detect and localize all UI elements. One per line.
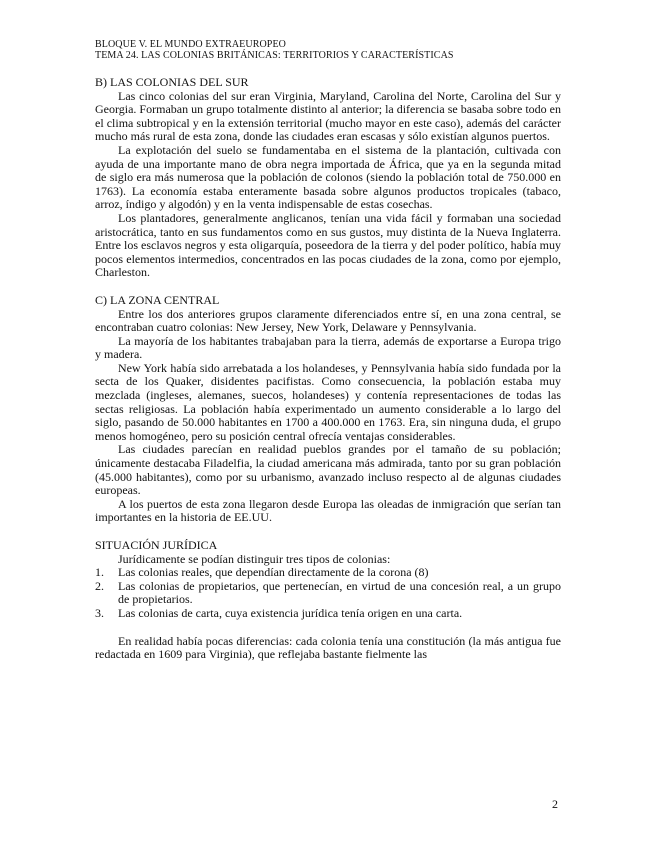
header-block-title: BLOQUE V. EL MUNDO EXTRAEUROPEO — [95, 39, 286, 50]
section-heading-juridica: SITUACIÓN JURÍDICA — [95, 538, 218, 552]
section-heading-central: C) LA ZONA CENTRAL — [95, 292, 220, 307]
paragraph: New York había sido arrebatada a los holandeses, y Pennsylvania había sido fundada por la secta de los Quaker, disidentes pacifistas. Como consecuencia, la población estaba muy mezclada (ingleses, alemanes, suecos, holandeses) y contenía representaciones de todas las sectas religiosas. La población había experimentado un aumento considerable a lo largo del siglo, pasando de 50.000 habitantes en 1700 a 400.000 en 1763. Era, sin ninguna duda, el grupo menos homogéneo, pero su posición central ofrecía ventajas considerables. — [95, 360, 561, 443]
list-number: 3. — [95, 605, 104, 620]
list-item — [95, 580, 561, 607]
list-text: Las colonias de carta, cuya existencia jurídica tenía origen en una carta. — [118, 605, 463, 620]
spacer — [95, 280, 561, 294]
colony-types-list — [95, 566, 561, 620]
list-text: Las colonias reales, que dependían directamente de la corona (8) — [118, 565, 429, 580]
list-item — [95, 566, 561, 580]
list-item — [95, 607, 561, 621]
spacer — [95, 525, 561, 539]
paragraph: A los puertos de esta zona llegaron desde Europa las oleadas de inmigración que serían tan importantes en la historia de EE.UU. — [95, 496, 561, 525]
page-header — [95, 39, 454, 61]
paragraph: Las ciudades parecían en realidad pueblos grandes por el tamaño de su población; únicamente destacaba Filadelfia, la ciudad americana más admirada, tanto por su gran población (45.000 habitantes), como por su urbanismo, avanzado incluso respecto al de algunas ciudades europeas. — [95, 442, 561, 498]
spacer — [95, 621, 561, 635]
paragraph: Las cinco colonias del sur eran Virginia, Maryland, Carolina del Norte, Carolina del Sur y Georgia. Formaban un grupo totalmente distinto al anterior; la diferencia se basaba sobre todo en el clima subtropical y en la extensión territorial (mucho mayor en este caso), además del carácter mucho más rural de esta zona, donde las ciudades eran escasas y sólo existían algunos puertos. — [95, 88, 561, 144]
paragraph: Los plantadores, generalmente anglicanos, tenían una vida fácil y formaban una sociedad aristocrática, tanto en sus fundamentos como en sus gustos, muy distinta de la Nueva Inglaterra. Entre los esclavos negros y esta oligarquía, poseedora de la tierra y del poder político, había muy pocos elementos intermedios, concentrados en las pocas ciudades de la zona, como por ejemplo, Charleston. — [95, 210, 561, 280]
page-number: 2 — [552, 797, 558, 811]
list-text: Las colonias de propietarios, que pertenecían, en virtud de una concesión real, a un grupo de propietarios. — [118, 578, 561, 607]
paragraph: La mayoría de los habitantes trabajaban para la tierra, además de exportarse a Europa trigo y madera. — [95, 333, 561, 362]
paragraph: Jurídicamente se podían distinguir tres tipos de colonias: — [118, 551, 391, 566]
list-number: 1. — [95, 565, 104, 580]
document-body — [95, 76, 561, 662]
section-heading-sur: B) LAS COLONIAS DEL SUR — [95, 75, 249, 89]
header-topic-title: TEMA 24. LAS COLONIAS BRITÁNICAS: TERRITORIOS Y CARACTERÍSTICAS — [95, 50, 454, 61]
list-number: 2. — [95, 578, 104, 593]
paragraph: En realidad había pocas diferencias: cada colonia tenía una constitución (la más antigua fue redactada en 1609 para Virginia), que reflejaba bastante fielmente las — [95, 633, 561, 662]
paragraph: La explotación del suelo se fundamentaba en el sistema de la plantación, cultivada con ayuda de una importante mano de obra negra importada de África, que ya en la segunda mitad de siglo era más numerosa que la población de colonos (siendo la población total de 750.000 en 1763). La economía estaba enteramente basada sobre algunos productos tropicales (tabaco, arroz, índigo y algodón) y en la venta indispensable de estas cosechas. — [95, 142, 561, 212]
paragraph: Entre los dos anteriores grupos claramente diferenciados entre sí, en una zona central, se encontraban cuatro colonias: New Jersey, New York, Delaware y Pennsylvania. — [95, 306, 561, 335]
